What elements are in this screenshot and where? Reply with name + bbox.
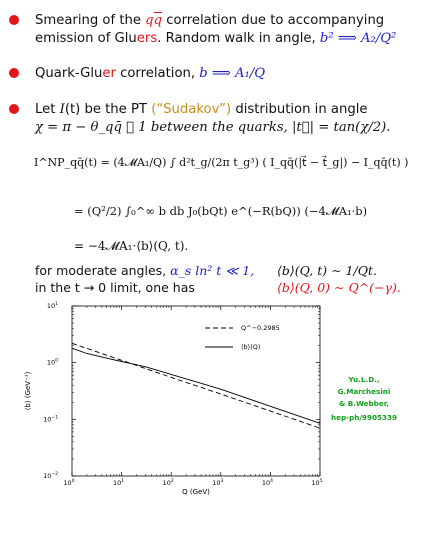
mod1-text: for moderate angles,	[35, 263, 171, 278]
b1-text-c: emission of Glu	[35, 31, 137, 46]
b1-ers: ers	[136, 31, 158, 46]
legend-label: ⟨b⟩(Q)	[241, 343, 261, 351]
b1-qq: $q\overline{q}$	[145, 13, 163, 28]
b1-relation: b² ⟹ A₂/Q²	[319, 31, 397, 46]
x-tick-label: $10^1$	[113, 479, 125, 487]
series-line-power-law	[72, 343, 320, 428]
reference-author-2: G.Marchesini	[337, 387, 391, 396]
mod1-cond: α_s ln² t ≪ 1,	[170, 263, 255, 278]
y-tick-label: $10^{-1}$	[43, 415, 58, 424]
y-tick-label: $10^1$	[46, 302, 58, 310]
x-tick-label: $10^0$	[63, 479, 75, 487]
b1-text-b: correlation due to accompanying	[162, 13, 385, 28]
mod2-text: in the t → 0 limit, one has	[35, 280, 195, 295]
bullet-3-line-2: χ = π − θ_qq̄ ≪ 1 between the quarks, |t⃗| = tan(χ/2).	[35, 120, 391, 135]
b1-text-d: . Random walk in angle,	[157, 31, 320, 46]
x-tick-label: $10^4$	[261, 479, 273, 487]
reference-author-1: Yu.L.D.,	[348, 375, 380, 384]
b3-I: I	[59, 102, 65, 117]
y-tick-label: $10^0$	[46, 358, 58, 367]
b3-text-c: distribution in angle	[231, 102, 368, 117]
mod1-result: ⟨b⟩(Q, t) ∼ 1/Qt.	[277, 263, 377, 278]
reference-author-3: & B.Webber,	[339, 399, 389, 408]
reference-arxiv: hep-ph/9905339	[330, 413, 397, 422]
b3-text-b: (t) be the PT	[64, 102, 152, 117]
equation-line-2: = (Q²/2) ∫₀^∞ b db J₀(bQt) e^(−R(bQ)) (−4𝓜A₁·b)	[74, 204, 368, 218]
plot-frame	[72, 306, 320, 476]
b1-text-a: Smearing of the	[35, 13, 146, 28]
b2-text-b: correlation,	[115, 66, 200, 81]
equation-line-3: = −4𝓜A₁·⟨b⟩(Q, t).	[74, 239, 189, 253]
y-tick-label: $10^{-2}$	[43, 472, 58, 480]
y-axis-label: ⟨b⟩ (GeV⁻¹)	[24, 371, 32, 411]
equation-line-1: I^NP_qq̄(t) = (4𝓜A₁/Q) ∫ d²t_g/(2π t_g³) ( I_qq̄(|t⃗ − t⃗_g|) − I_qq̄(t) )	[34, 156, 409, 169]
b2-text-a: Quark-Glu	[35, 66, 103, 81]
b3-text-a: Let	[35, 102, 60, 117]
x-tick-label: $10^3$	[212, 479, 224, 487]
x-tick-label: $10^5$	[311, 479, 323, 487]
b3-sudakov: (“Sudakov”)	[151, 102, 232, 117]
b2-er: er	[102, 66, 116, 81]
b2-relation: b ⟹ A₁/Q	[199, 66, 266, 81]
x-tick-label: $10^2$	[162, 479, 174, 487]
legend-label: Q^−0.2985	[241, 324, 280, 332]
mod2-result: ⟨b⟩(Q, 0) ∼ Q^(−γ).	[277, 280, 401, 295]
x-axis-label: Q (GeV)	[182, 488, 210, 496]
